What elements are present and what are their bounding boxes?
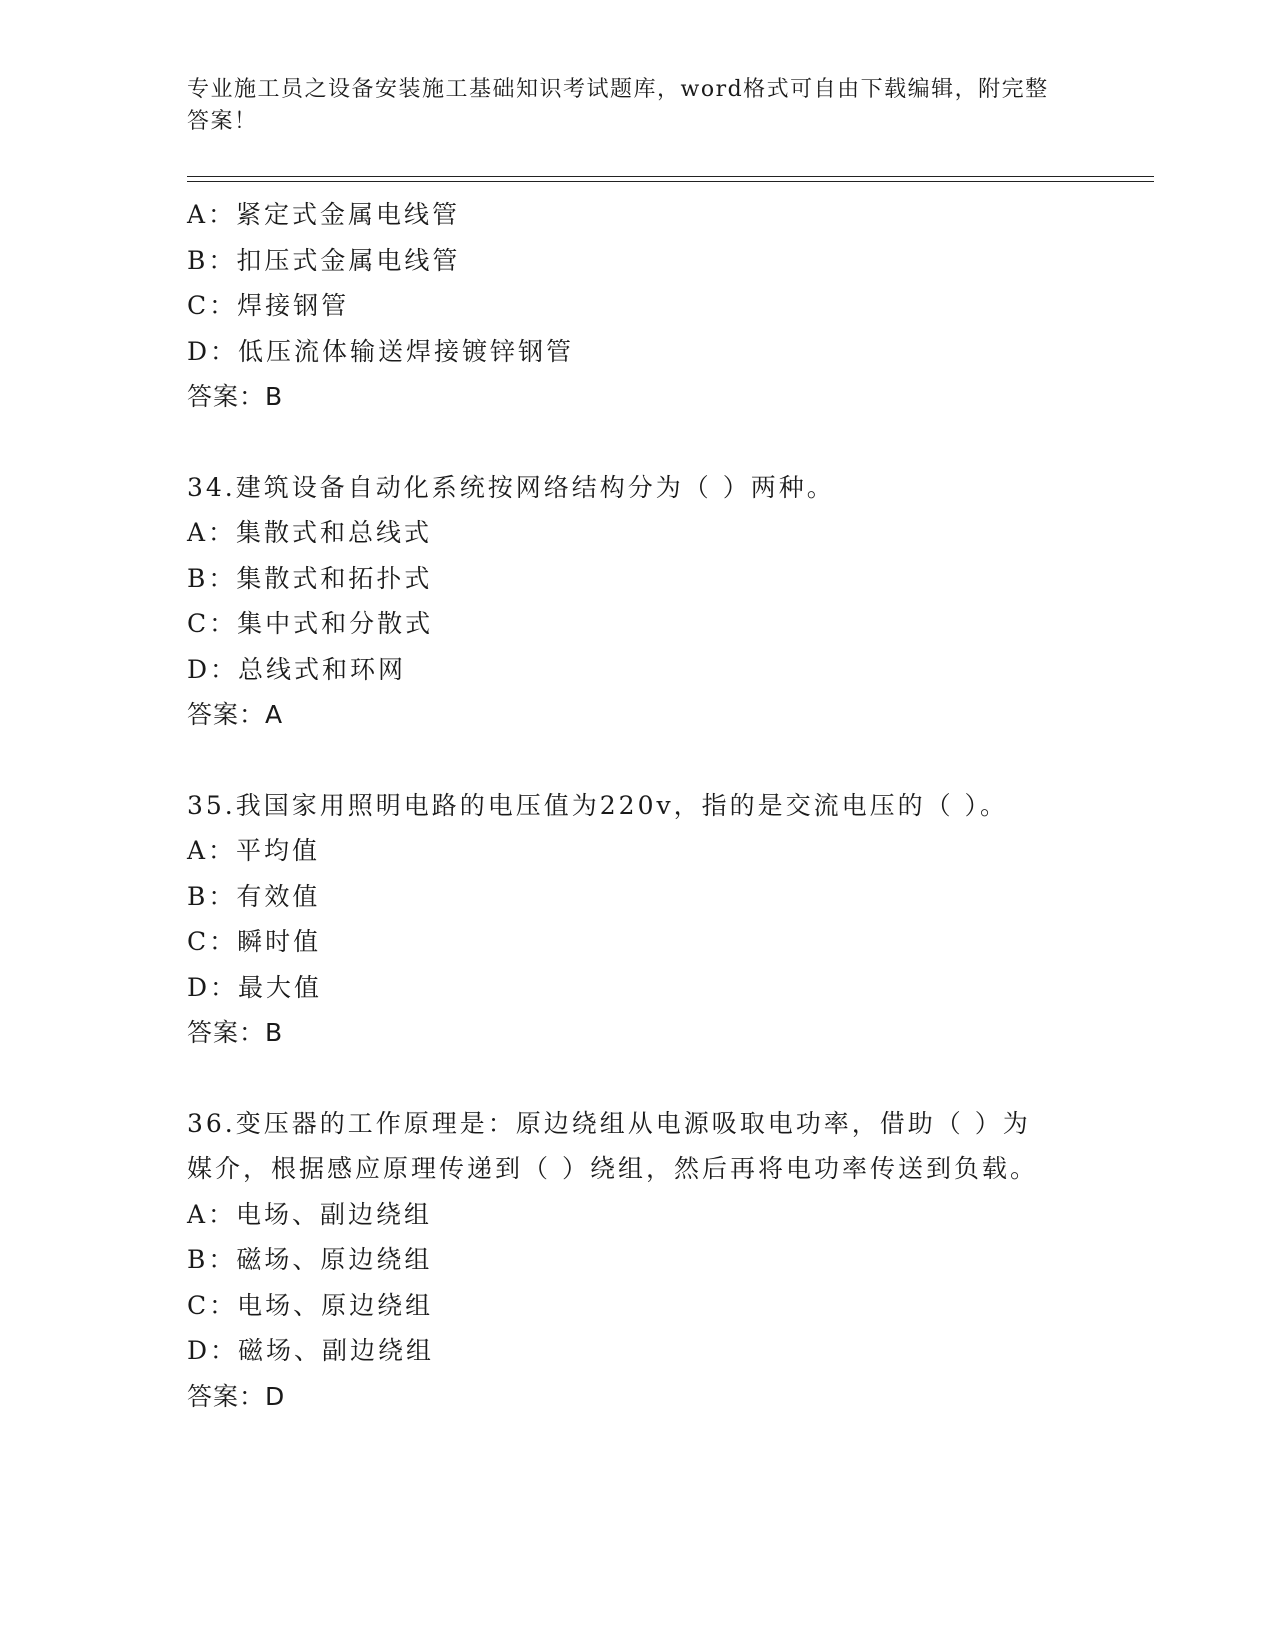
document-header: 专业施工员之设备安装施工基础知识考试题库，word格式可自由下载编辑，附完整答案！ [187, 77, 1049, 134]
option-d: D：低压流体输送焊接镀锌钢管 [187, 336, 575, 366]
option-d: D：磁场、副边绕组 [187, 1336, 435, 1365]
question-stem: 35.我国家用照明电路的电压值为220v，指的是交流电压的（ ）。 [187, 790, 1009, 820]
header-rule-top [187, 176, 1154, 177]
option-a: A：紧定式金属电线管 [187, 200, 461, 229]
option-a: A：集散式和总线式 [187, 518, 433, 547]
option-b: B：磁场、原边绕组 [187, 1245, 433, 1274]
question-stem-line-1: 36.变压器的工作原理是：原边绕组从电源吸取电功率，借助（ ）为 [187, 1108, 1031, 1138]
question-33-continuation [187, 192, 1147, 420]
question-36 [187, 1101, 1147, 1420]
answer: 答案：B [187, 1018, 284, 1047]
option-b: B：扣压式金属电线管 [187, 245, 461, 275]
header-rule-bottom [187, 181, 1154, 182]
question-list [187, 192, 1147, 1419]
question-34 [187, 465, 1147, 738]
question-stem-line-2: 媒介，根据感应原理传递到（ ）绕组，然后再将电功率传送到负载。 [187, 1154, 1038, 1183]
answer: 答案：D [187, 1381, 286, 1411]
question-35 [187, 783, 1147, 1056]
option-c: C：电场、原边绕组 [187, 1290, 434, 1320]
answer: 答案：B [187, 382, 284, 411]
option-c: C：瞬时值 [187, 927, 322, 956]
option-c: C：集中式和分散式 [187, 609, 434, 638]
question-stem: 34.建筑设备自动化系统按网络结构分为（ ）两种。 [187, 472, 835, 502]
option-d: D：总线式和环网 [187, 654, 407, 684]
option-b: B：集散式和拓扑式 [187, 563, 433, 593]
option-b: B：有效值 [187, 881, 321, 911]
option-a: A：平均值 [187, 836, 321, 865]
option-c: C：焊接钢管 [187, 291, 350, 320]
answer: 答案：A [187, 700, 284, 729]
option-d: D：最大值 [187, 972, 323, 1002]
option-a: A：电场、副边绕组 [187, 1199, 433, 1229]
